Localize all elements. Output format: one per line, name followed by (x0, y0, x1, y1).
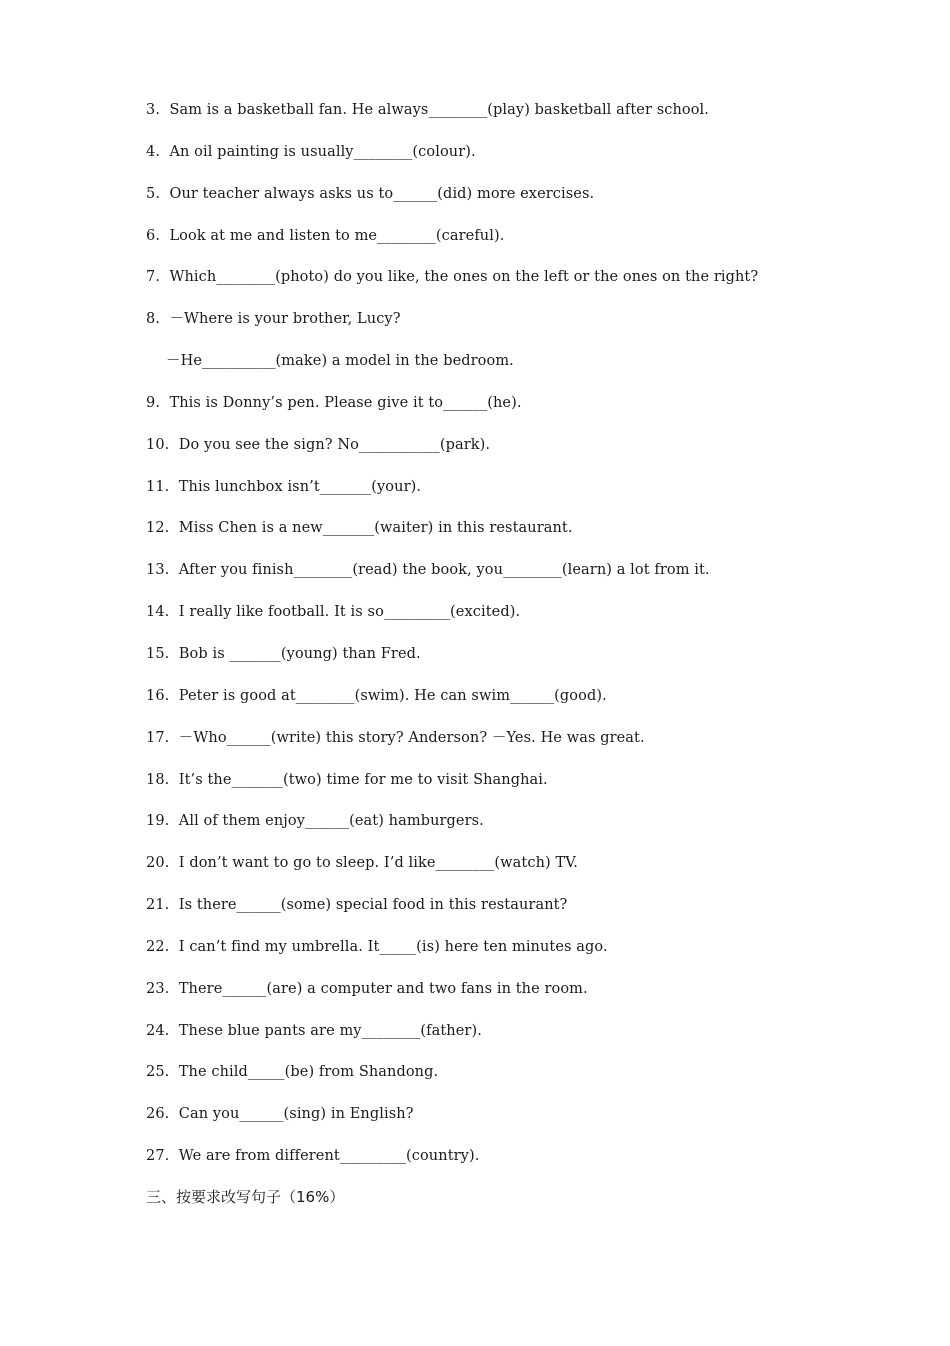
exercise-list (146, 99, 926, 1187)
exercise-line: 27. We are from different_________(country). (146, 1148, 480, 1165)
exercise-line: 26. Can you______(sing) in English? (146, 1106, 414, 1123)
exercise-line: 18. It’s the_______(two) time for me to visit Shanghai. (146, 771, 548, 788)
exercise-line: 17. －Who______(write) this story? Anderson? －Yes. He was great. (146, 729, 645, 746)
exercise-line: 7. Which________(photo) do you like, the ones on the left or the ones on the right? (146, 269, 759, 286)
exercise-line: 21. Is there______(some) special food in this restaurant? (146, 897, 568, 914)
exercise-line: 15. Bob is _______(young) than Fred. (146, 645, 421, 662)
exercise-line: 6. Look at me and listen to me________(careful). (146, 227, 505, 244)
exercise-line: 25. The child_____(be) from Shandong. (146, 1064, 439, 1081)
exercise-line: 3. Sam is a basketball fan. He always________(play) basketball after school. (146, 102, 709, 118)
exercise-line: 14. I really like football. It is so_________(excited). (146, 604, 521, 621)
exercise-line: 8. －Where is your brother, Lucy? (146, 311, 401, 328)
section-heading: 三、按要求改写句子（16%） (146, 1188, 345, 1206)
exercise-line: 12. Miss Chen is a new_______(waiter) in this restaurant. (146, 520, 573, 537)
exercise-line: 5. Our teacher always asks us to______(did) more exercises. (146, 185, 595, 202)
exercise-line: 13. After you finish________(read) the book, you________(learn) a lot from it. (146, 562, 710, 579)
exercise-line: 4. An oil painting is usually________(colour). (146, 143, 476, 160)
exercise-line: 19. All of them enjoy______(eat) hamburgers. (146, 813, 484, 830)
exercise-line: 24. These blue pants are my________(father). (146, 1022, 482, 1039)
exercise-line: －He__________(make) a model in the bedroom. (166, 353, 514, 370)
exercise-line: 16. Peter is good at________(swim). He can swim______(good). (146, 687, 607, 704)
exercise-line: 9. This is Donny’s pen. Please give it to______(he). (146, 394, 522, 411)
exercise-line: 20. I don’t want to go to sleep. I’d like________(watch) TV. (146, 855, 578, 872)
exercise-line: 23. There______(are) a computer and two fans in the room. (146, 980, 588, 997)
exercise-line: 10. Do you see the sign? No___________(park). (146, 436, 491, 453)
exercise-line: 22. I can’t find my umbrella. It_____(is) here ten minutes ago. (146, 938, 608, 955)
exercise-line: 11. This lunchbox isn’t_______(your). (146, 478, 422, 495)
